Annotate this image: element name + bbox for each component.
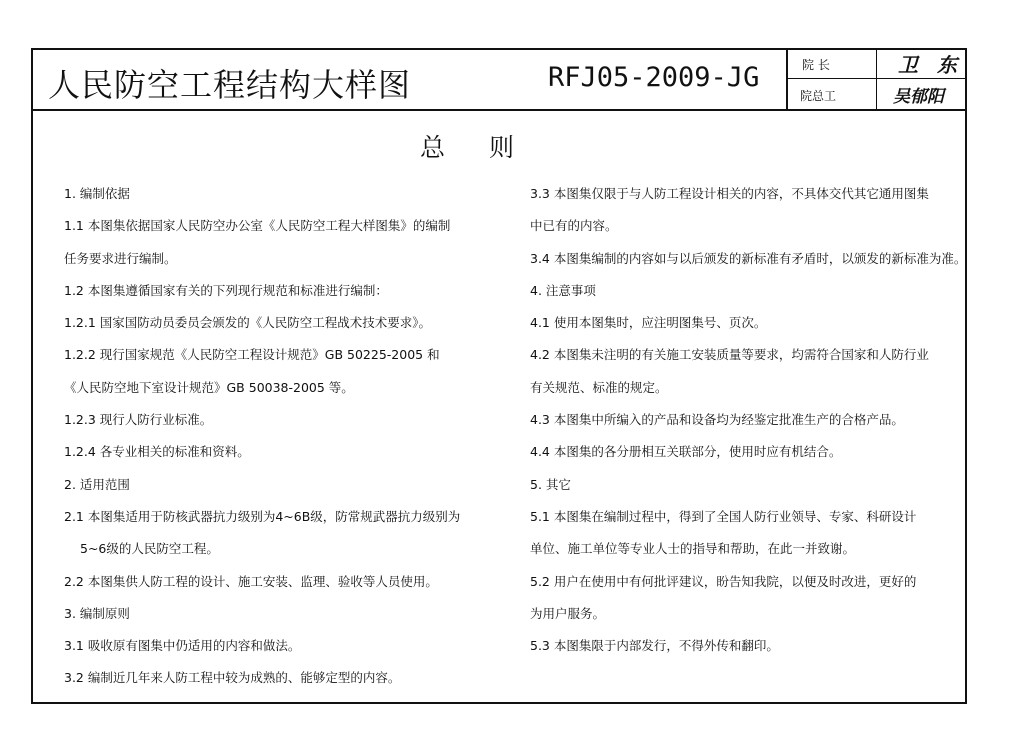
text-line: 1.1 本图集依据国家人民防空办公室《人民防空工程大样图集》的编制 [64,218,451,234]
atlas-code: RFJ05-2009-JG [548,62,760,93]
text-line: 5.1 本图集在编制过程中，得到了全国人防行业领导、专家、科研设计 [530,508,917,524]
text-line: 4. 注意事项 [530,282,596,298]
text-line: 5.2 用户在使用中有何批评建议，盼告知我院，以便及时改进，更好的 [530,573,917,589]
text-line: 3.1 吸收原有图集中仍适用的内容和做法。 [64,638,301,654]
text-line: 3.4 本图集编制的内容如与以后颁发的新标准有矛盾时，以颁发的新标准为准。 [530,250,967,266]
header-divider [31,109,967,111]
role-dean: 院 长 [802,58,830,72]
text-line: 4.1 使用本图集时，应注明图集号、页次。 [530,315,767,331]
text-line: 任务要求进行编制。 [64,250,177,266]
text-line: 有关规范、标准的规定。 [530,379,668,395]
right-text-column [530,184,966,668]
text-line: 为用户服务。 [530,605,606,621]
signature-chief-engineer: 吴郁阳 [893,87,944,107]
text-line: 1.2.3 现行人防行业标准。 [64,412,213,428]
text-line: 1.2.2 现行国家规范《人民防空工程设计规范》GB 50225-2005 和 [64,347,440,363]
text-line: 1.2.1 国家国防动员委员会颁发的《人民防空工程战术技术要求》。 [64,315,432,331]
text-line: 2.2 本图集供人防工程的设计、施工安装、监理、验收等人员使用。 [64,573,438,589]
role-chief-engineer: 院总工 [800,89,837,103]
page-title: 总 则 [420,133,532,162]
text-line: 3.3 本图集仅限于与人防工程设计相关的内容，不具体交代其它通用图集 [530,186,929,201]
text-line: 4.2 本图集未注明的有关施工安装质量等要求，均需符合国家和人防行业 [530,347,929,363]
text-line: 1.2 本图集遵循国家有关的下列现行规范和标准进行编制： [64,282,388,298]
text-line: 3.2 编制近几年来人防工程中较为成熟的、能够定型的内容。 [64,670,401,686]
text-line: 1.2.4 各专业相关的标准和资料。 [64,444,250,460]
signature-dean: 卫 东 [898,53,963,77]
atlas-title: 人民防空工程结构大样图 [48,66,412,104]
text-line: 2. 适用范围 [64,476,130,492]
text-line: 4.4 本图集的各分册相互关联部分，使用时应有机结合。 [530,444,842,460]
text-line: 1. 编制依据 [64,186,130,201]
text-line: 单位、施工单位等专业人士的指导和帮助，在此一并致谢。 [530,541,856,557]
text-line: 2.1 本图集适用于防核武器抗力级别为4~6B级，防常规武器抗力级别为 [64,508,461,524]
text-line: 4.3 本图集中所编入的产品和设备均为经鉴定批准生产的合格产品。 [530,412,904,428]
text-line: 5~6级的人民防空工程。 [80,541,219,557]
signature-column-divider [876,48,877,109]
text-line: 中已有的内容。 [530,218,618,234]
text-line: 3. 编制原则 [64,605,130,621]
text-line: 5.3 本图集限于内部发行，不得外传和翻印。 [530,638,779,654]
left-text-column [64,184,460,701]
text-line: 《人民防空地下室设计规范》GB 50038-2005 等。 [64,379,354,395]
text-line: 5. 其它 [530,476,571,492]
